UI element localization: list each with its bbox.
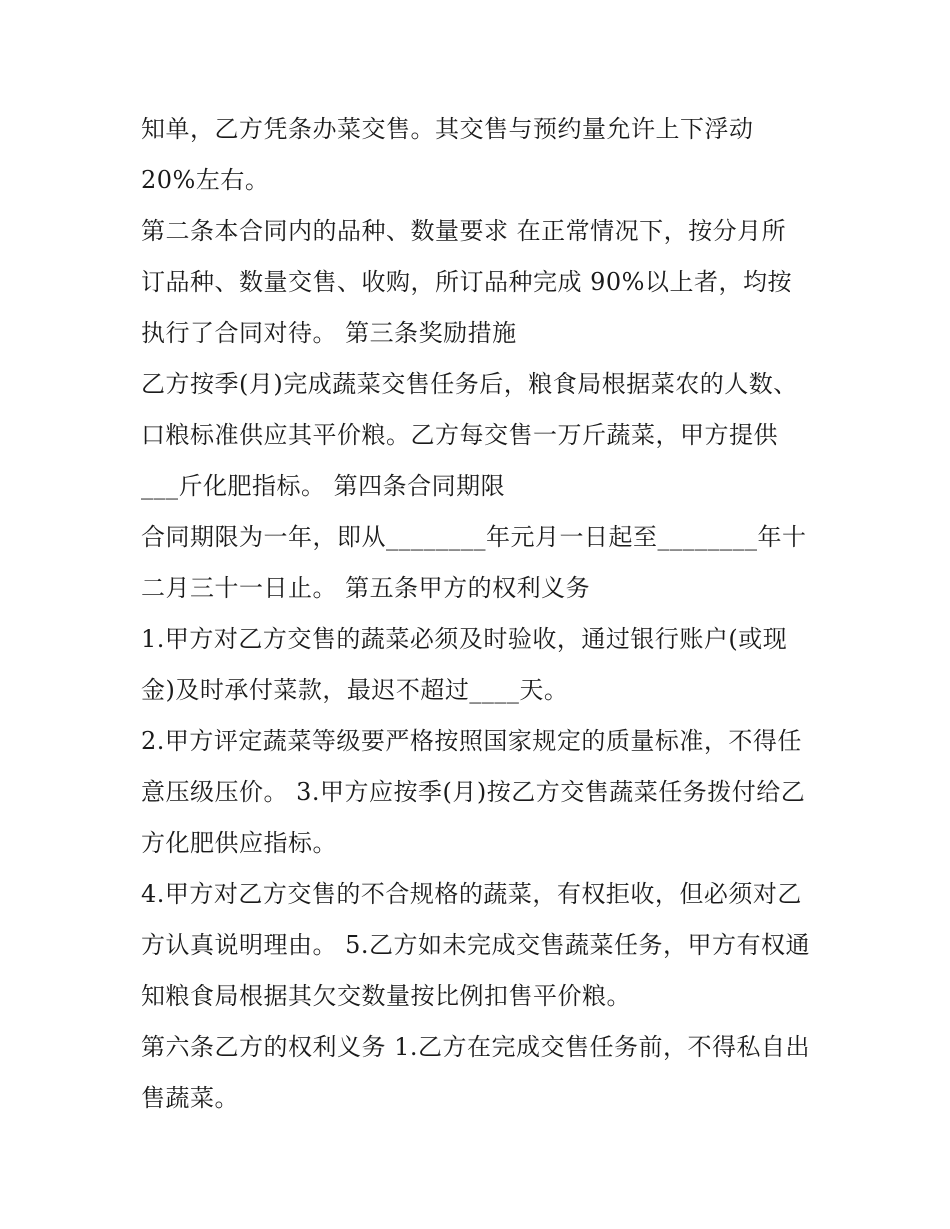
text-line: 订品种、数量交售、收购，所订品种完成 90%以上者，均按 [141, 268, 792, 296]
text-line: 方认真说明理由。 5.乙方如未完成交售蔬菜任务，甲方有权通 [141, 931, 811, 959]
text-line: 知粮食局根据其欠交数量按比例扣售平价粮。 [141, 982, 631, 1010]
text-line: 售蔬菜。 [141, 1084, 239, 1112]
text-line: 口粮标准供应其平价粮。乙方每交售一万斤蔬菜，甲方提供 [141, 421, 778, 449]
text-line: 知单，乙方凭条办菜交售。其交售与预约量允许上下浮动 [141, 115, 754, 143]
text-line: 金)及时承付菜款，最迟不超过____天。 [141, 676, 569, 704]
text-line: 意压级压价。 3.甲方应按季(月)按乙方交售蔬菜任务拨付给乙 [141, 778, 806, 806]
text-line: 第六条乙方的权利义务 1.乙方在完成交售任务前，不得私自出 [141, 1033, 811, 1061]
text-line: 2.甲方评定蔬菜等级要严格按照国家规定的质量标准，不得任 [141, 727, 802, 755]
text-line: 乙方按季(月)完成蔬菜交售任务后，粮食局根据菜农的人数、 [141, 370, 798, 398]
text-line: 1.甲方对乙方交售的蔬菜必须及时验收，通过银行账户(或现 [141, 625, 788, 653]
text-line: 第二条本合同内的品种、数量要求 在正常情况下，按分月所 [141, 217, 787, 245]
text-line: 二月三十一日止。 第五条甲方的权利义务 [141, 574, 591, 602]
text-line: 20%左右。 [141, 166, 270, 194]
text-line: 4.甲方对乙方交售的不合规格的蔬菜，有权拒收，但必须对乙 [141, 880, 802, 908]
text-line: 合同期限为一年，即从________年元月一日起至________年十 [141, 523, 807, 551]
text-line: 方化肥供应指标。 [141, 829, 337, 857]
document-body [141, 104, 821, 1124]
text-line: ___斤化肥指标。 第四条合同期限 [141, 472, 506, 500]
text-line: 执行了合同对待。 第三条奖励措施 [141, 319, 517, 347]
